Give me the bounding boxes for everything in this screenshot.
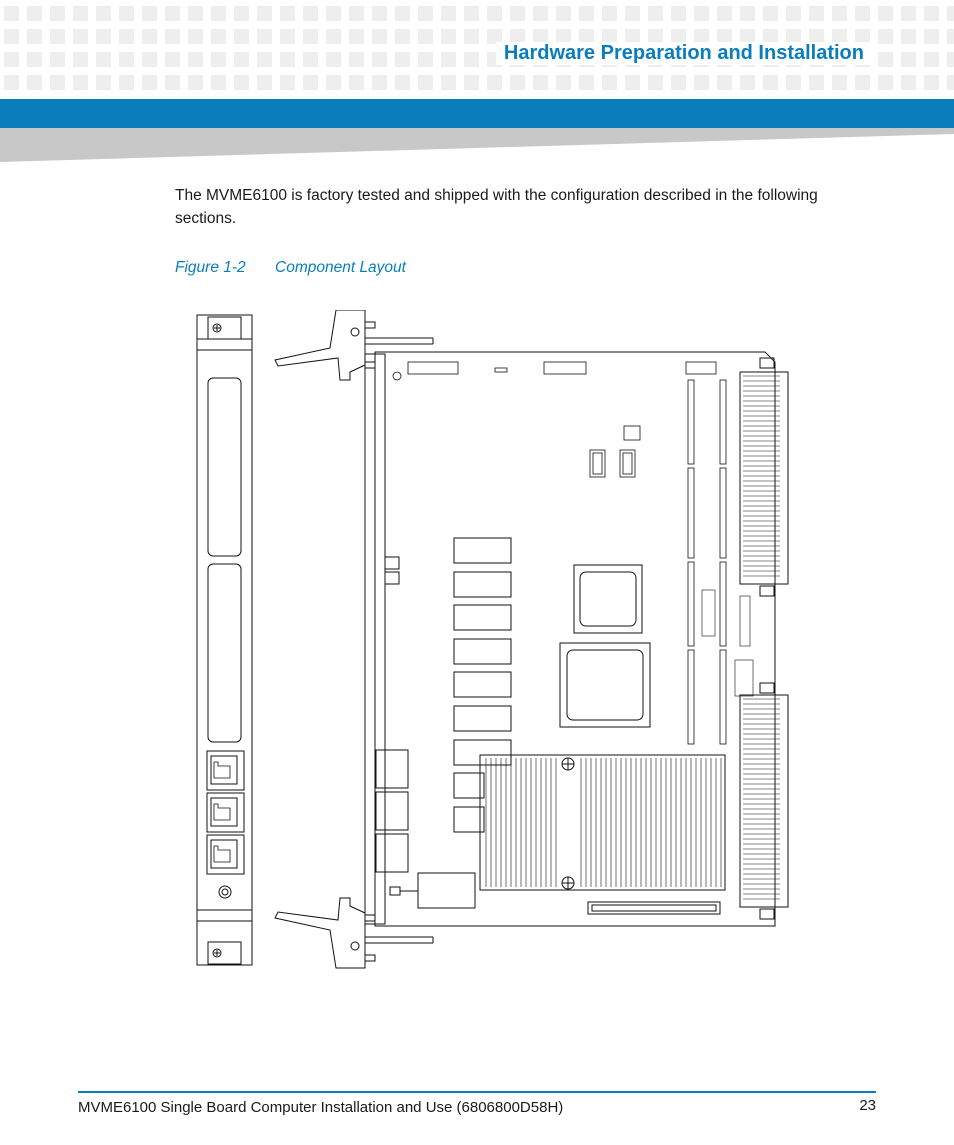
section-title: Hardware Preparation and Installation: [496, 42, 872, 65]
system-controller-chip: [574, 565, 642, 633]
header-grey-wedge: [0, 128, 954, 162]
battery-component: [390, 873, 475, 908]
figure-caption: [175, 259, 406, 277]
board-ethernet-jacks: [376, 750, 408, 872]
page-number: 23: [859, 1097, 876, 1114]
memory-chips: [454, 538, 511, 832]
ethernet-port-1: [207, 751, 244, 790]
ethernet-port-2: [207, 793, 244, 832]
top-headers: [393, 362, 716, 380]
intro-paragraph: The MVME6100 is factory tested and shipped with the configuration described in the following sections.: [175, 187, 818, 227]
footer-rule: [78, 1091, 876, 1093]
processor-chip: [560, 643, 650, 727]
header-blue-band: [0, 99, 954, 128]
front-panel: [197, 315, 252, 965]
top-ejector-handle: [275, 310, 433, 380]
footer-document-title: MVME6100 Single Board Computer Installation and Use (6806800D58H): [78, 1099, 564, 1116]
vme-connector-p1: [740, 358, 788, 596]
switch-blocks: [590, 426, 640, 477]
figure-number: Figure 1-2: [175, 259, 246, 276]
figure-title: Component Layout: [275, 259, 406, 276]
vme-connector-p2: [740, 683, 788, 919]
board-stiffener: [365, 354, 399, 924]
bottom-ejector-handle: [275, 898, 433, 968]
bottom-connector: [588, 902, 720, 914]
ethernet-port-3: [207, 835, 244, 874]
component-layout-diagram: [190, 310, 800, 970]
pin-header-grid: [702, 590, 753, 696]
pcb-outline: [375, 352, 775, 926]
heat-sink: [480, 755, 725, 890]
pmc-connectors: [688, 380, 726, 744]
